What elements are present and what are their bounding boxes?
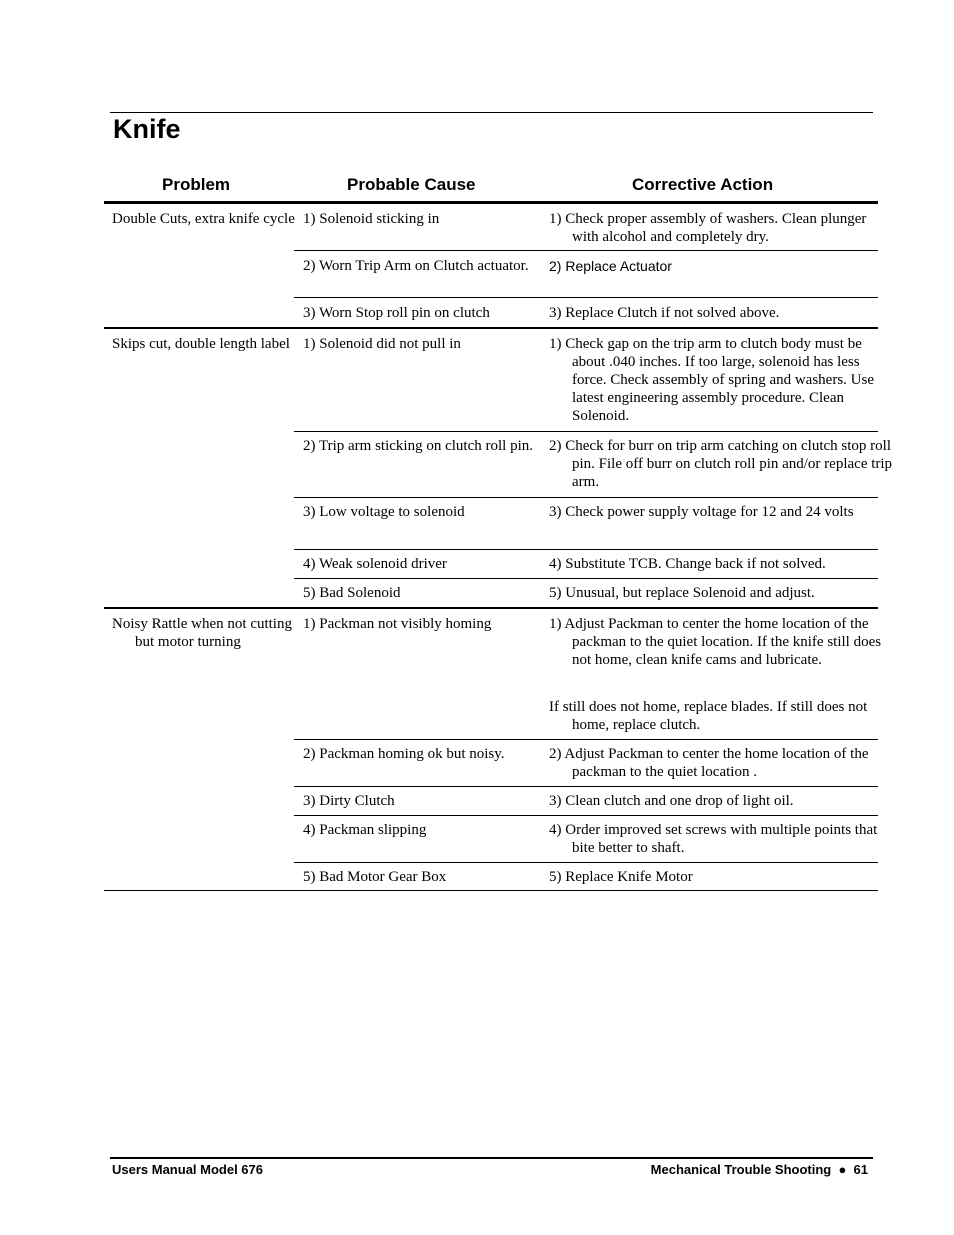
action-cell: 3) Clean clutch and one drop of light oil. — [549, 793, 794, 809]
column-header-problem: Problem — [162, 175, 231, 194]
cause-cell: 5) Bad Solenoid — [303, 585, 401, 601]
row-divider — [294, 297, 878, 298]
action-note: If still does not home, replace blades. If still does not home, replace clutch. — [549, 699, 868, 733]
cause-cell: 1) Solenoid sticking in — [303, 211, 440, 227]
cause-cell: 3) Worn Stop roll pin on clutch — [303, 305, 490, 321]
action-cell: 5) Unusual, but replace Solenoid and adjust. — [549, 585, 815, 601]
action-cell: 2) Replace Actuator — [549, 258, 672, 274]
row-divider — [294, 497, 878, 498]
problem-cell: Skips cut, double length label — [112, 336, 290, 352]
cause-cell: 1) Packman not visibly homing — [303, 616, 492, 632]
row-divider — [294, 862, 878, 863]
row-divider — [294, 250, 878, 251]
action-cell: 3) Replace Clutch if not solved above. — [549, 305, 780, 321]
column-header-action: Corrective Action — [632, 175, 774, 194]
action-cell: 1) Check gap on the trip arm to clutch body must be about .040 inches. If too large, solenoid has less force. Check assembly of spring and washers. Use latest engineering assembly procedure. Clean Solenoid. — [549, 336, 874, 424]
cause-cell: 4) Packman slipping — [303, 822, 427, 838]
action-cell: 2) Adjust Packman to center the home location of the packman to the quiet location . — [549, 746, 869, 780]
row-divider — [294, 786, 878, 787]
action-cell: 1) Adjust Packman to center the home location of the packman to the quiet location. If the knife still does not home, clean knife cams and lubricate. — [549, 616, 882, 668]
table-bottom-rule — [104, 890, 878, 891]
row-divider — [294, 739, 878, 740]
row-divider — [294, 578, 878, 579]
cause-cell: 3) Dirty Clutch — [303, 793, 395, 809]
row-divider — [294, 549, 878, 550]
cause-cell: 2) Packman homing ok but noisy. — [303, 746, 505, 762]
footer-section-page: Mechanical Trouble Shooting ● 61 — [650, 1162, 868, 1177]
row-divider — [294, 815, 878, 816]
action-cell: 5) Replace Knife Motor — [549, 869, 693, 885]
row-divider — [294, 431, 878, 432]
problem-cell: Double Cuts, extra knife cycle — [112, 211, 295, 227]
page-title: Knife — [113, 114, 181, 144]
title-rule — [110, 112, 873, 113]
cause-cell: 1) Solenoid did not pull in — [303, 336, 461, 352]
cause-cell: 5) Bad Motor Gear Box — [303, 869, 447, 885]
action-cell: 3) Check power supply voltage for 12 and 24 volts — [549, 504, 854, 520]
action-cell: 4) Substitute TCB. Change back if not solved. — [549, 556, 826, 572]
cause-cell: 3) Low voltage to solenoid — [303, 504, 465, 520]
action-cell: 2) Check for burr on trip arm catching on clutch stop roll pin. File off burr on clutch roll pin and/or replace trip arm. — [549, 438, 893, 490]
action-cell: 1) Check proper assembly of washers. Clean plunger with alcohol and completely dry. — [549, 211, 867, 245]
group-divider — [104, 607, 878, 609]
group-divider — [104, 327, 878, 329]
action-cell: 4) Order improved set screws with multiple points that bite better to shaft. — [549, 822, 878, 856]
cause-cell: 2) Worn Trip Arm on Clutch actuator. — [303, 258, 529, 274]
footer-rule — [110, 1157, 873, 1159]
column-header-cause: Probable Cause — [347, 175, 476, 194]
footer-manual-title: Users Manual Model 676 — [112, 1162, 263, 1177]
header-rule — [104, 201, 878, 204]
problem-cell: Noisy Rattle when not cutting but motor turning — [112, 616, 292, 650]
cause-cell: 2) Trip arm sticking on clutch roll pin. — [303, 438, 533, 454]
cause-cell: 4) Weak solenoid driver — [303, 556, 447, 572]
